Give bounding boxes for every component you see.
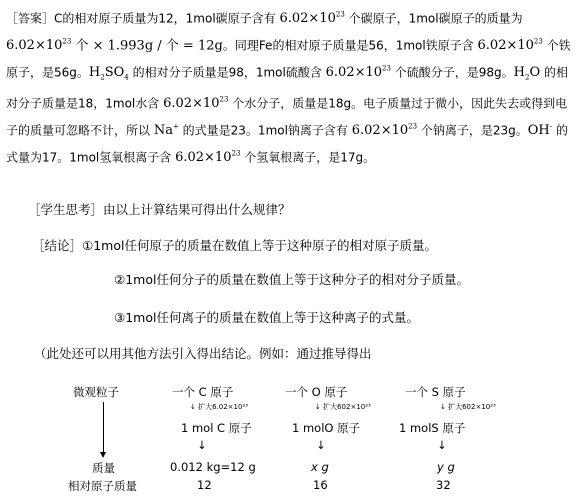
arrow-down-icon: ↓ (437, 438, 447, 452)
conclusion-item: ②1mol任何分子的质量在数值上等于这种分子的相对分子质量。 (114, 272, 469, 287)
answer-text: 个硫酸分子，是98g。 (390, 64, 514, 79)
avogadro-number: $6.02\times 10^{23}$ (175, 149, 241, 166)
answer-paragraph (6, 4, 576, 170)
expand-label-s: ↓ 扩大602×10²³ (440, 403, 496, 411)
answer-text: 个铁原子，是56g。 (6, 38, 571, 79)
mol-c: 1 mol C 原子 (181, 421, 252, 435)
answer-text: 的相对分子质量是98，1mol硫酸含 (128, 64, 326, 79)
conclusion-item: ③1mol任何离子的质量在数值上等于这种离子的式量。 (114, 310, 419, 325)
student-think-line (28, 200, 291, 218)
answer-text: 个水分子，质量是18g。电子质量过于微小，因此失去或得到电子的质量可忽略不计，所以 (6, 96, 568, 138)
mol-o: 1 molO 原子 (292, 421, 361, 435)
row-label-particle: 微观粒子 (73, 385, 119, 399)
avogadro-number: $6.02\times 10^{23}$ (6, 37, 72, 54)
answer-text: 。同理Fe的相对原子质量是56，1mol铁原子含 (222, 38, 478, 53)
student-think-tag: ［学生思考］ (28, 202, 104, 217)
particle-o: 一个 O 原子 (285, 385, 348, 399)
avogadro-number: $6.02\times 10^{23}$ (351, 122, 418, 139)
rel-mass-s: 32 (436, 478, 451, 492)
answer-text: C的相对原子质量为12，1mol碳原子含有 (54, 11, 280, 26)
student-think-text: 由以上计算结果可得出什么规律？ (103, 202, 291, 217)
avogadro-number: $6.02\times 10^{23}$ (279, 11, 345, 27)
particle-c: 一个 C 原子 (172, 385, 234, 399)
rel-mass-c: 12 (197, 478, 212, 492)
conclusion-line-1 (32, 236, 437, 254)
formula-na-ion: Na+ (153, 122, 179, 139)
mass-s: y g (437, 460, 455, 474)
expand-label-c: ↓ 扩大6.02×10²³ (190, 403, 249, 411)
particle-s: 一个 S 原子 (405, 385, 466, 399)
answer-text: 的式量是23。1mol钠离子含有 (178, 123, 352, 138)
mass-c: 0.012 kg=12 g (170, 460, 256, 474)
arrow-down-icon (103, 402, 104, 454)
arrow-head-icon (100, 452, 106, 458)
expand-label-o: ↓ 扩大602×10²³ (315, 403, 371, 411)
avogadro-number: $6.02\times 10^{23}$ (477, 37, 543, 54)
formula-h2o: $H_2O$ (513, 64, 541, 82)
answer-text: 的相对分子质量是18，1mol水含 (6, 64, 568, 111)
rel-mass-o: 16 (313, 478, 328, 492)
mol-s: 1 molS 原子 (399, 421, 466, 435)
conclusion-tag: ［结论］ (32, 238, 83, 253)
answer-text: 个钠离子，是23g。 (417, 123, 528, 138)
answer-text: 的式量为17。1mol氢氧根离子含 (6, 123, 568, 165)
row-label-mass: 质量 (92, 461, 115, 475)
avogadro-number: $6.02\times 10^{23}$ (325, 64, 391, 80)
mass-o: x g (311, 460, 329, 474)
arrow-down-icon: ↓ (316, 438, 326, 452)
formula-h2so4: $H_2SO_4$ (88, 64, 129, 82)
arrow-down-icon: ↓ (197, 438, 207, 452)
derivation-note: （此处还可以用其他方法引入得出结论。例如：通过推导得出 (34, 346, 372, 361)
answer-text: 个碳原子，1mol碳原子的质量为 (344, 11, 523, 26)
conclusion-item: ①1mol任何原子的质量在数值上等于这种原子的相对原子质量。 (82, 238, 437, 253)
row-label-relative-mass: 相对原子质量 (68, 479, 137, 493)
mass-formula: 个 × 1.993g / 个 = 12g (71, 38, 223, 54)
answer-text: 个氢氧根离子，是17g。 (240, 150, 376, 165)
answer-tag: ［答案］ (6, 11, 55, 26)
avogadro-number: $6.02\times 10^{23}$ (163, 96, 229, 112)
formula-oh-ion: OH- (527, 122, 553, 139)
